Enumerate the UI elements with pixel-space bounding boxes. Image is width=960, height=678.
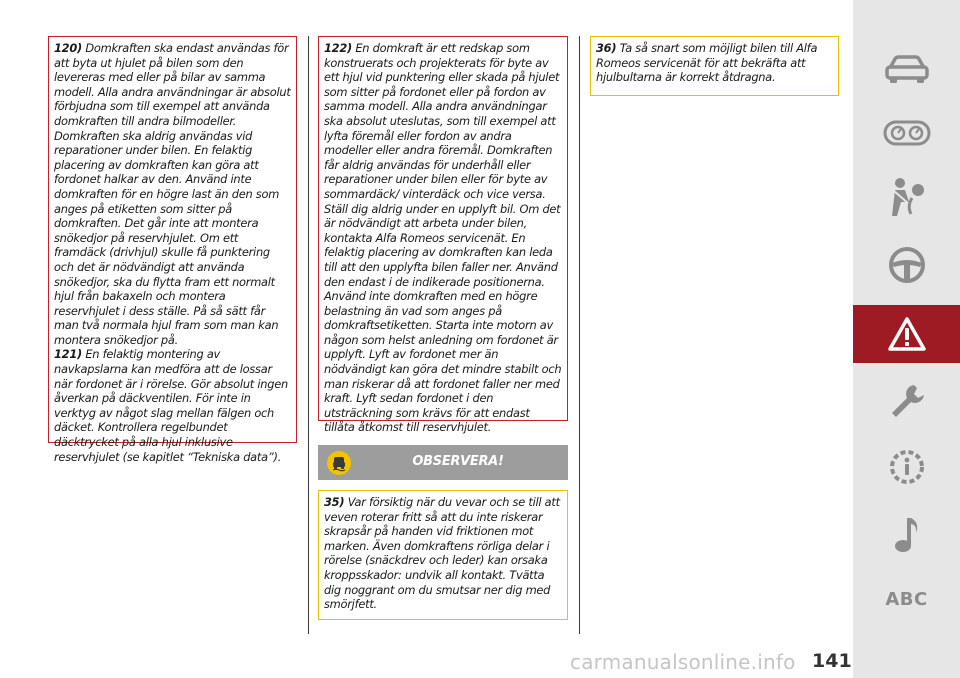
warning-note-122 (324, 41, 563, 435)
note-text-121: En felaktig montering av navkapslarna kan medföra att de lossar när fordonet är i rörelse. Gör absolut ingen åverkan på däckventilen. För inte in verktyg av något slag mellan fälgen och däcket. Kontrollera regelbundet däcktrycket på alla hjul inklusive reservhjulet (se kapitlet “Tekniska data”). (54, 347, 288, 464)
note-number-120: 120) (54, 41, 82, 55)
note-text-36: Ta så snart som möjligt bilen till Alfa Romeos servicenät för att bekräfta att hjulbultarna är korrekt åtdragna. (596, 41, 818, 85)
seatbelt-airbag-icon (887, 176, 927, 218)
page-number: 141 (812, 650, 852, 672)
note-text-35: Var försiktig när du vevar och se till att veven roterar fritt så att du inte riskerar skrapsår på handen vid friktionen mot marken. Även domkraftens rörliga delar i rörelse (snäckdrev och leder) kan orsaka kroppsskador: undvik all kontakt. Tvätta dig noggrant om du smutsar ner dig med smörjfett. (324, 495, 560, 612)
note-number-36: 36) (596, 41, 617, 55)
sidebar-item-technical-data[interactable] (853, 438, 960, 496)
warning-note-120 (54, 41, 292, 347)
note-number-35: 35) (324, 495, 345, 509)
sidebar-item-multimedia[interactable] (853, 506, 960, 564)
note-number-121: 121) (54, 347, 82, 362)
sidebar-item-car[interactable] (853, 40, 960, 98)
caution-box-36 (590, 36, 839, 96)
warning-note-121 (54, 347, 292, 464)
warning-box-120-121 (48, 36, 297, 464)
caution-note-36 (596, 41, 834, 85)
dashboard-gauges-icon (883, 119, 931, 147)
sidebar-item-driving[interactable] (853, 236, 960, 294)
chapter-sidebar (853, 0, 960, 678)
warning-box-122 (318, 36, 568, 435)
watermark-text: carmanualsonline.info (570, 650, 796, 674)
wrench-icon (887, 381, 927, 421)
note-number-122: 122) (324, 41, 352, 55)
sidebar-item-safety[interactable] (853, 168, 960, 226)
abc-index-label: ABC (885, 588, 928, 610)
sidebar-item-index[interactable] (853, 570, 960, 628)
column-divider-1 (308, 36, 309, 634)
music-note-icon (892, 515, 922, 555)
observera-header (318, 445, 568, 480)
sidebar-item-maintenance[interactable] (853, 372, 960, 430)
sidebar-item-emergency[interactable] (853, 305, 960, 363)
column-divider-2 (579, 36, 580, 634)
note-text-120: Domkraften ska endast användas för att byta ut hjulet på bilen som den levereras med eller på bilar av samma modell. Alla andra användningar är absolut förbjudna som till exempel att använda domkraften till andra bilmodeller. Domkraften ska aldrig användas vid reparationer under bilen. En felaktig placering av domkraften kan göra att fordonet halkar av den. Använd inte domkraften för en högre last än den som anges på etiketten som sitter på domkraften. Det går inte att montera snökedjor på reservhjulet. Om ett framdäck (drivhjul) skulle få punktering och det är nödvändigt att använda snökedjor, ska du flytta fram ett normalt hjul från bakaxeln och montera reservhjulet i dess ställe. På så sätt får man två normala hjul fram som man kan montera snökedjor på. (54, 41, 291, 347)
steering-wheel-icon (887, 245, 927, 285)
sidebar-item-dashboard[interactable] (853, 104, 960, 162)
caution-note-35 (324, 495, 563, 612)
warning-triangle-icon (887, 316, 927, 352)
info-gear-icon (886, 446, 928, 488)
observera-title: OBSERVERA! (412, 454, 504, 469)
caution-box-35 (318, 490, 568, 620)
car-icon (884, 54, 930, 84)
note-text-122: En domkraft är ett redskap som konstruerats och projekterats för byte av ett hjul vid punktering eller skada på hjulet som sitter på fordonet eller på fordon av samma modell. Alla andra användningar ska absolut uteslutas, som till exempel att lyfta föremål eller fordon av andra modeller eller andra föremål. Domkraften får aldrig användas för underhåll eller reparationer under bilen eller för byte av sommardäck/ vinterdäck och vice versa. Ställ dig aldrig under en upplyft bil. Om det är nödvändigt att arbeta under bilen, kontakta Alfa Romeos servicenät. En felaktig placering av domkraften kan leda till att den upplyfta bilen faller ner. Använd den endast i de indikerade positionerna. Använd inte domkraften med en högre belastning än vad som anges på domkraftsetiketten. Starta inte motorn av någon som helst anledning om fordonet är upplyft. Lyft av fordonet mer än nödvändigt kan göra det mindre stabilt och man riskerar då att fordonet faller ner med kraft. Lyft sedan fordonet i den utsträckning som krävs för att endast tillåta åtkomst till reservhjulet. (324, 41, 562, 435)
